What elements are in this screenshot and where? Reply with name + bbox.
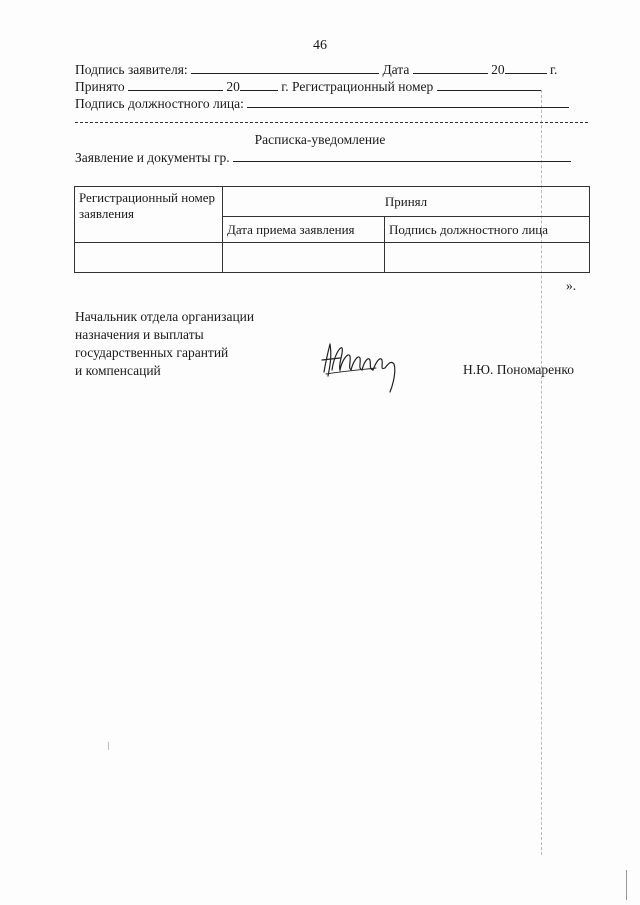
documents-row [75,150,571,166]
page-number: 46 [313,38,327,53]
registration-table [74,186,590,273]
handwritten-signature [318,330,413,400]
applicant-signature-field[interactable] [191,62,379,74]
signer-position [75,308,335,380]
table-header-row [75,187,590,217]
scan-mark [108,742,109,750]
accepted-date-field[interactable] [128,79,223,91]
year-suffix: г. [549,62,558,77]
position-line: назначения и выплаты [75,327,204,342]
table-row [75,243,590,273]
year-field[interactable] [505,62,547,74]
applicant-signature-row [75,62,557,78]
documents-label: Заявление и документы гр. [75,150,230,165]
closing-quote: ». [566,278,577,293]
accepted-row [75,79,541,95]
official-signature-cell[interactable] [385,243,590,273]
position-line: государственных гарантий [75,345,229,360]
accepted-label: Принято [75,79,125,94]
official-signature-row [75,96,569,112]
official-signature-field[interactable] [247,96,569,108]
scan-artifact-edge [626,870,627,900]
year-prefix: 20 [491,62,505,77]
official-signature-label: Подпись должностного лица: [75,96,244,111]
date-received-cell[interactable] [223,243,385,273]
accepted-year-field[interactable] [240,79,278,91]
position-line: Начальник отдела организации [75,309,255,324]
applicant-signature-label: Подпись заявителя: [75,62,188,77]
cut-line [75,122,588,123]
accepted-year-prefix: 20 [226,79,240,94]
date-field[interactable] [413,62,488,74]
accepted-header: Принял [223,187,590,217]
documents-name-field[interactable] [233,150,571,162]
signer-name: Н.Ю. Пономаренко [463,362,574,377]
reg-number-field[interactable] [437,79,541,91]
reg-number-cell[interactable] [75,243,223,273]
reg-number-label: Регистрационный номер [292,79,434,94]
receipt-title: Расписка-уведомление [254,132,386,147]
position-line: и компенсаций [75,363,161,378]
date-label: Дата [382,62,410,77]
date-received-header: Дата приема заявления [223,217,385,243]
reg-number-header: Регистрационный номер заявления [75,187,223,243]
official-signature-header: Подпись должностного лица [385,217,590,243]
accepted-year-suffix: г. [281,79,289,94]
